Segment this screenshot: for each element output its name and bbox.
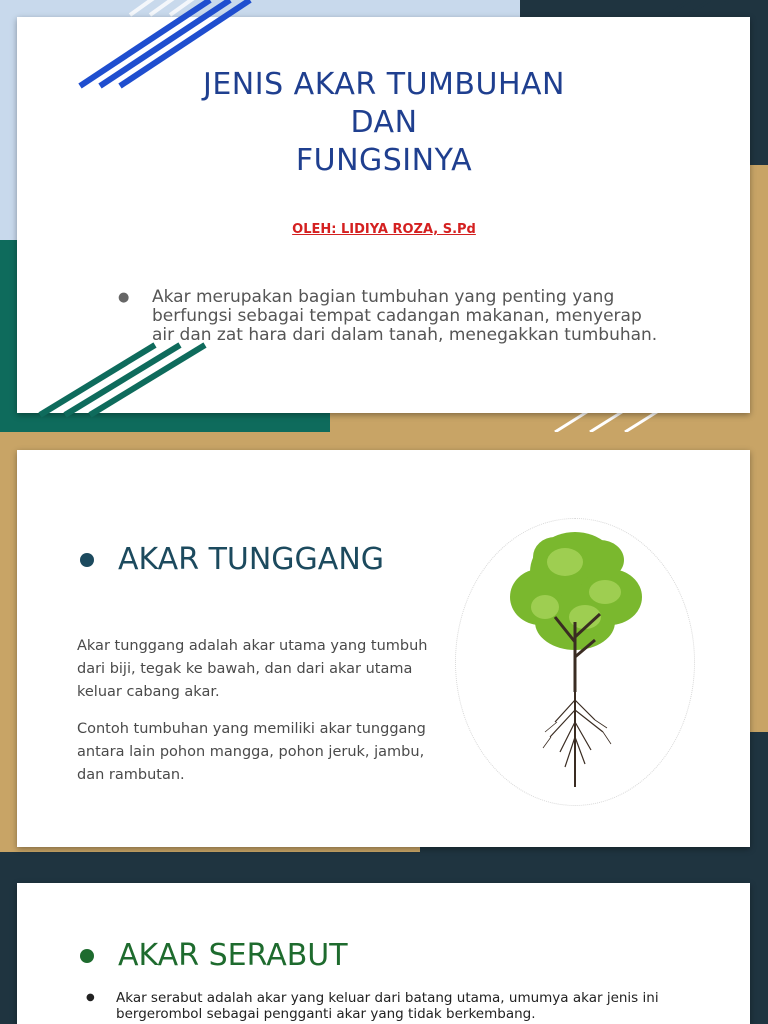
heading-text: AKAR SERABUT (118, 938, 348, 973)
decorative-stripes-blue (0, 0, 768, 432)
bullet-dot-icon (80, 949, 94, 963)
title-line-2: DAN (350, 105, 418, 140)
title-line-1: JENIS AKAR TUMBUHAN (203, 67, 565, 102)
paragraph-examples: Contoh tumbuhan yang memiliki akar tunggang antara lain pohon mangga, pohon jeruk, jambu, dan rambutan. (77, 721, 426, 783)
heading-text: AKAR TUNGGANG (118, 542, 385, 577)
title-line-3: FUNGSINYA (295, 143, 473, 178)
serabut-bullet (86, 990, 706, 1022)
serabut-text: Akar serabut adalah akar yang keluar dari batang utama, umumya akar jenis ini bergerombol sebagai pengganti akar yang tidak berkembang. (116, 990, 659, 1022)
bullet-dot-icon: ● (118, 290, 130, 305)
heading-akar-serabut (80, 938, 348, 973)
heading-akar-tunggang (80, 542, 384, 577)
slide-3 (0, 868, 768, 1024)
tree-with-taproot-icon (495, 522, 655, 802)
author-line: OLEH: LIDIYA ROZA, S.Pd (292, 222, 476, 237)
bullet-dot-icon (80, 553, 94, 567)
slide-2 (0, 432, 768, 868)
slide-1 (0, 0, 768, 432)
intro-bullet (118, 288, 658, 345)
bullet-dot-icon: ● (86, 992, 95, 1003)
paragraph-definition: Akar tunggang adalah akar utama yang tumbuh dari biji, tegak ke bawah, dan dari akar utama keluar cabang akar. (77, 638, 428, 700)
page-title (0, 66, 768, 180)
intro-text: Akar merupakan bagian tumbuhan yang penting yang berfungsi sebagai tempat cadangan makanan, menyerap air dan zat hara dari dalam tanah, menegakkan tumbuhan. (152, 287, 658, 345)
